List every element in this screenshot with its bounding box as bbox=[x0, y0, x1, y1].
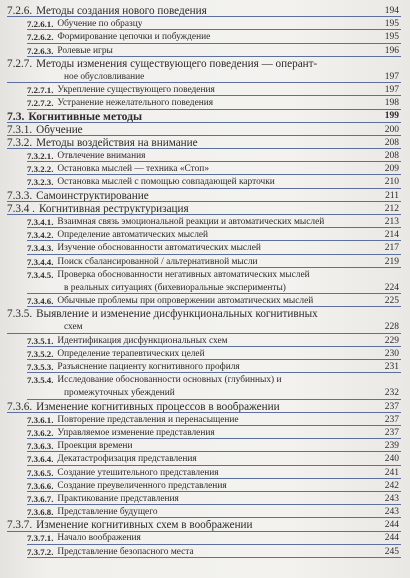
toc-entry-number: 7.3.6.4. bbox=[27, 454, 54, 465]
toc-rule-line bbox=[27, 504, 401, 505]
toc-entry-title: Остановка мыслей с помощью совпадающей карточки bbox=[57, 177, 275, 188]
toc-rule-line bbox=[27, 451, 401, 452]
toc-rule-line bbox=[27, 240, 401, 241]
toc-rule-line bbox=[27, 306, 401, 307]
toc-entry-title: Изучение обоснованности автоматических мыслей bbox=[57, 243, 261, 254]
toc-entry-page: 198 bbox=[384, 98, 399, 109]
toc-entry-page: 243 bbox=[384, 493, 399, 504]
toc-rule-line bbox=[27, 478, 401, 479]
toc-entry-title: Методы воздействия на внимание bbox=[36, 137, 198, 149]
toc-entry bbox=[0, 6, 410, 17]
toc-entry-number: 7.3.6.3. bbox=[27, 441, 54, 452]
toc-entry-number: 7.3.5.1. bbox=[27, 335, 54, 346]
toc-entry-page: 228 bbox=[384, 322, 399, 333]
toc-rule-line bbox=[7, 531, 401, 532]
toc-entry-number: 7.3.5.2. bbox=[27, 348, 54, 359]
toc-rule-line bbox=[27, 438, 401, 439]
toc-entry-page: 199 bbox=[384, 111, 399, 122]
toc-entry-page: 241 bbox=[384, 467, 399, 478]
toc-entry-number: 7.3.5.4. bbox=[27, 375, 54, 386]
toc-entry-title: Определение терапевтических целей bbox=[57, 348, 205, 359]
toc-rule-line bbox=[27, 56, 401, 57]
toc-entry bbox=[0, 520, 410, 531]
toc-entry bbox=[0, 270, 410, 281]
toc-entry-number: 7.3.6.6. bbox=[27, 480, 54, 491]
toc-entry bbox=[0, 494, 410, 505]
toc-entry-page: 237 bbox=[384, 427, 399, 438]
toc-entry-number: 7.2.7.2. bbox=[27, 98, 54, 109]
toc-entry-page: 214 bbox=[384, 230, 399, 241]
toc-entry-page: 243 bbox=[384, 507, 399, 518]
toc-rule-line bbox=[27, 293, 401, 294]
toc-entry-number: 7.3.2.1. bbox=[27, 151, 54, 162]
toc-entry-page: 208 bbox=[384, 151, 399, 162]
toc-rule-line bbox=[27, 161, 401, 162]
toc-entry-number: 7.3.4.2. bbox=[27, 230, 54, 241]
toc-entry bbox=[0, 191, 410, 202]
toc-entry-title: Практикование представления bbox=[57, 493, 179, 504]
toc-entry bbox=[0, 323, 410, 334]
toc-entry-title: Изменение когнитивных схем в воображении bbox=[36, 520, 253, 532]
toc-entry-title: Изменение когнитивных процессов в воображении bbox=[36, 401, 280, 413]
toc-entry-title: Проекция времени bbox=[57, 441, 133, 452]
toc-entry-number: 7.2.6.1. bbox=[27, 19, 54, 30]
toc-entry-title: Представление безопасного места bbox=[57, 546, 194, 557]
toc-rule-line bbox=[7, 122, 401, 123]
toc-entry bbox=[0, 125, 410, 136]
toc-entry-title: в реальных ситуациях (бихевиоральные эксперименты) bbox=[64, 282, 286, 293]
toc-entry-number: 7.3. bbox=[7, 111, 25, 123]
toc-entry bbox=[0, 309, 410, 320]
toc-entry bbox=[0, 481, 410, 492]
toc-entry-number: 7.3.2. bbox=[7, 137, 33, 149]
toc-entry-title: Создание преувеличенного представления bbox=[57, 480, 227, 491]
row-spacer bbox=[0, 558, 410, 560]
toc-entry-page: 195 bbox=[384, 19, 399, 30]
toc-rule-line bbox=[27, 372, 401, 373]
toc-entry-page: 245 bbox=[384, 546, 399, 557]
toc-entry-text bbox=[7, 309, 318, 320]
toc-rule-line bbox=[27, 109, 401, 110]
toc-rule-line bbox=[27, 43, 401, 44]
toc-entry-title: Ролевые игры bbox=[57, 45, 113, 56]
toc-rule-line bbox=[7, 412, 401, 413]
toc-entry bbox=[0, 296, 410, 307]
toc-entry-title: Поиск сбалансированной / альтернативной мысли bbox=[57, 256, 258, 267]
toc-entry bbox=[0, 402, 410, 413]
toc-entry-number: 7.2.6.2. bbox=[27, 32, 54, 43]
toc-entry-number: 7.3.2.3. bbox=[27, 177, 54, 188]
toc-entry-title: Укрепление существующего поведения bbox=[57, 85, 215, 96]
toc-entry-page: 217 bbox=[384, 243, 399, 254]
toc-entry-number: 7.3.4.1. bbox=[27, 216, 54, 227]
toc-entry bbox=[0, 72, 410, 83]
toc-entry-title: Формирование цепочки и побуждение bbox=[57, 32, 211, 43]
toc-entry-title: Декатастрофизация представления bbox=[57, 454, 197, 465]
toc-rule-line bbox=[7, 82, 401, 83]
toc-entry-page: 212 bbox=[384, 203, 399, 214]
toc-entry bbox=[0, 375, 410, 386]
toc-entry-page: 225 bbox=[384, 296, 399, 307]
toc-entry bbox=[0, 428, 410, 439]
toc-entry-page: 195 bbox=[384, 32, 399, 43]
toc-entry-number: 7.3.7.2. bbox=[27, 546, 54, 557]
toc-entry-title: Методы изменения существующего поведения — оперант- bbox=[36, 58, 318, 70]
toc-entry-number: 7.3.5.3. bbox=[27, 362, 54, 373]
toc-entry-title: Представление будущего bbox=[57, 507, 158, 518]
toc-entry-number: 7.3.6.7. bbox=[27, 493, 54, 504]
toc-entry-title: Управляемое изменение представления bbox=[57, 427, 215, 438]
toc-entry-number: 7.3.4.6. bbox=[27, 296, 54, 307]
toc-entry-page: 200 bbox=[384, 124, 399, 135]
toc-entry bbox=[0, 441, 410, 452]
toc-entry bbox=[0, 230, 410, 241]
toc-entry-page: 197 bbox=[384, 71, 399, 82]
toc-entry bbox=[0, 534, 410, 545]
toc-entry-number: 7.3.5. bbox=[7, 309, 33, 321]
toc-entry-page: 213 bbox=[384, 216, 399, 227]
toc-rule-line bbox=[27, 491, 401, 492]
toc-entry bbox=[0, 283, 410, 294]
toc-entry-page: 208 bbox=[384, 137, 399, 148]
toc-entry bbox=[0, 177, 410, 188]
toc-rule-line bbox=[27, 544, 401, 545]
toc-rule-line bbox=[27, 188, 401, 189]
toc-entry bbox=[0, 59, 410, 70]
toc-entry-page: 239 bbox=[384, 441, 399, 452]
toc-entry-title: Создание утешительного представления bbox=[57, 467, 219, 478]
toc-entry-page: 209 bbox=[384, 164, 399, 175]
toc-entry bbox=[0, 388, 410, 399]
toc-entry-title: Идентификация дисфункциональных схем bbox=[57, 335, 228, 346]
toc-entry-number: 7.3.7. bbox=[7, 520, 33, 532]
toc-entry-text bbox=[7, 59, 317, 70]
toc-entry-number: 7.3.7.1. bbox=[27, 533, 54, 544]
toc-entry bbox=[0, 138, 410, 149]
toc-entry-page: 231 bbox=[384, 362, 399, 373]
toc-entry bbox=[0, 349, 410, 360]
toc-entry-page: 242 bbox=[384, 480, 399, 491]
toc-entry-title: Остановка мыслей — техника «Стоп» bbox=[57, 164, 210, 175]
toc-entry-number: 7.3.3. bbox=[7, 190, 33, 202]
toc-rule-line bbox=[7, 333, 401, 334]
table-of-contents bbox=[0, 6, 410, 560]
toc-entry-number: 7.2.6.3. bbox=[27, 45, 54, 56]
toc-entry-title: Когнитивные методы bbox=[28, 111, 143, 123]
toc-entry-page: 244 bbox=[384, 520, 399, 531]
toc-entry-title: ное обусловливание bbox=[64, 71, 145, 82]
toc-entry bbox=[0, 217, 410, 228]
toc-entry-number: 7.2.7. bbox=[7, 58, 33, 70]
toc-entry-page: 232 bbox=[384, 388, 399, 399]
toc-entry-page: 210 bbox=[384, 177, 399, 188]
toc-entry bbox=[0, 32, 410, 43]
toc-entry-page: 229 bbox=[384, 335, 399, 346]
toc-rule-line bbox=[27, 95, 401, 96]
toc-entry-number: 7.3.4.5. bbox=[27, 269, 54, 280]
toc-entry-number: 7.3.1. bbox=[7, 124, 33, 136]
toc-entry-number: 7.3.6.2. bbox=[27, 427, 54, 438]
toc-entry-title: Проверка обоснованности негативных автоматических мыслей bbox=[57, 269, 310, 280]
toc-entry-number: 7.3.6.8. bbox=[27, 507, 54, 518]
toc-entry-title: Обучение по образцу bbox=[57, 19, 143, 30]
toc-entry-title: схем bbox=[64, 322, 83, 333]
toc-entry-page: 211 bbox=[385, 190, 399, 201]
toc-rule-line bbox=[27, 425, 401, 426]
toc-entry-title: Определение автоматических мыслей bbox=[57, 230, 209, 241]
toc-entry bbox=[0, 164, 410, 175]
toc-entry-number: 7.3.4 . bbox=[7, 203, 35, 215]
toc-entry-text bbox=[27, 375, 282, 386]
toc-entry-title: Исследование обоснованности основных (глубинных) и bbox=[57, 375, 282, 386]
toc-entry-page: 244 bbox=[384, 533, 399, 544]
toc-entry-number: 7.3.6. bbox=[7, 401, 33, 413]
toc-entry-number: 7.3.6.5. bbox=[27, 467, 54, 478]
toc-entry-page: 230 bbox=[384, 348, 399, 359]
toc-entry-title: Самоинструктирование bbox=[36, 190, 149, 202]
toc-entry-number: 7.3.4.4. bbox=[27, 256, 54, 267]
toc-entry-title: Устранение нежелательного поведения bbox=[57, 98, 214, 109]
toc-rule-line bbox=[27, 254, 401, 255]
toc-entry bbox=[0, 243, 410, 254]
toc-rule-line bbox=[7, 201, 401, 202]
toc-entry-title: Обучение bbox=[36, 124, 83, 136]
toc-entry bbox=[0, 454, 410, 465]
toc-rule-line bbox=[27, 346, 401, 347]
toc-rule-line bbox=[27, 557, 401, 558]
toc-entry bbox=[0, 151, 410, 162]
toc-rule-line bbox=[27, 174, 401, 175]
toc-entry-page: 194 bbox=[384, 5, 399, 16]
toc-entry-text bbox=[27, 270, 310, 281]
toc-entry-title: Повторение представления и перенасыщение bbox=[57, 414, 239, 425]
toc-rule-line bbox=[7, 214, 401, 215]
toc-entry bbox=[0, 19, 410, 30]
toc-entry-title: Отвлечение внимания bbox=[57, 151, 146, 162]
toc-rule-line bbox=[27, 465, 401, 466]
toc-entry-number: 7.3.6.1. bbox=[27, 414, 54, 425]
toc-entry bbox=[0, 257, 410, 268]
toc-rule-line bbox=[7, 16, 401, 17]
toc-rule-line bbox=[7, 148, 401, 149]
toc-entry bbox=[0, 85, 410, 96]
toc-entry-page: 237 bbox=[384, 414, 399, 425]
toc-entry-title: Начало воображения bbox=[57, 533, 141, 544]
toc-entry-page: 196 bbox=[384, 45, 399, 56]
toc-entry-number: 7.3.4.3. bbox=[27, 243, 54, 254]
toc-rule-line bbox=[27, 359, 401, 360]
toc-entry-number: 7.2.7.1. bbox=[27, 85, 54, 96]
toc-entry-number: 7.2.6. bbox=[7, 5, 33, 17]
toc-entry-page: 197 bbox=[384, 85, 399, 96]
toc-entry bbox=[0, 336, 410, 347]
toc-entry-page: 219 bbox=[384, 256, 399, 267]
toc-entry-title: промежуточных убеждений bbox=[64, 388, 175, 399]
toc-rule-line bbox=[27, 399, 401, 400]
toc-entry bbox=[0, 415, 410, 426]
toc-entry bbox=[0, 507, 410, 518]
toc-entry bbox=[0, 204, 410, 215]
toc-rule-line bbox=[27, 267, 401, 268]
toc-entry-page: 224 bbox=[384, 282, 399, 293]
toc-entry bbox=[0, 362, 410, 373]
toc-entry-title: Взаимная связь эмоциональной реакции и автоматических мыслей bbox=[57, 216, 325, 227]
toc-entry bbox=[0, 112, 410, 123]
toc-rule-line bbox=[27, 227, 401, 228]
toc-rule-line bbox=[27, 29, 401, 30]
toc-entry-title: Обычные проблемы при опровержении автоматических мыслей bbox=[57, 296, 314, 307]
toc-entry-page: 237 bbox=[384, 401, 399, 412]
toc-entry bbox=[0, 468, 410, 479]
toc-entry bbox=[0, 46, 410, 57]
toc-entry bbox=[0, 98, 410, 109]
toc-entry bbox=[0, 547, 410, 558]
toc-entry-title: Методы создания нового поведения bbox=[36, 5, 207, 17]
toc-rule-line bbox=[7, 135, 401, 136]
toc-entry-title: Выявление и изменение дисфункциональных когнитивных bbox=[36, 309, 318, 321]
toc-rule-line bbox=[27, 517, 401, 518]
toc-entry-title: Разъяснение пациенту когнитивного профиля bbox=[57, 362, 240, 373]
toc-entry-page: 240 bbox=[384, 454, 399, 465]
toc-entry-title: Когнитивная реструктуризация bbox=[38, 203, 189, 215]
toc-entry-number: 7.3.2.2. bbox=[27, 164, 54, 175]
